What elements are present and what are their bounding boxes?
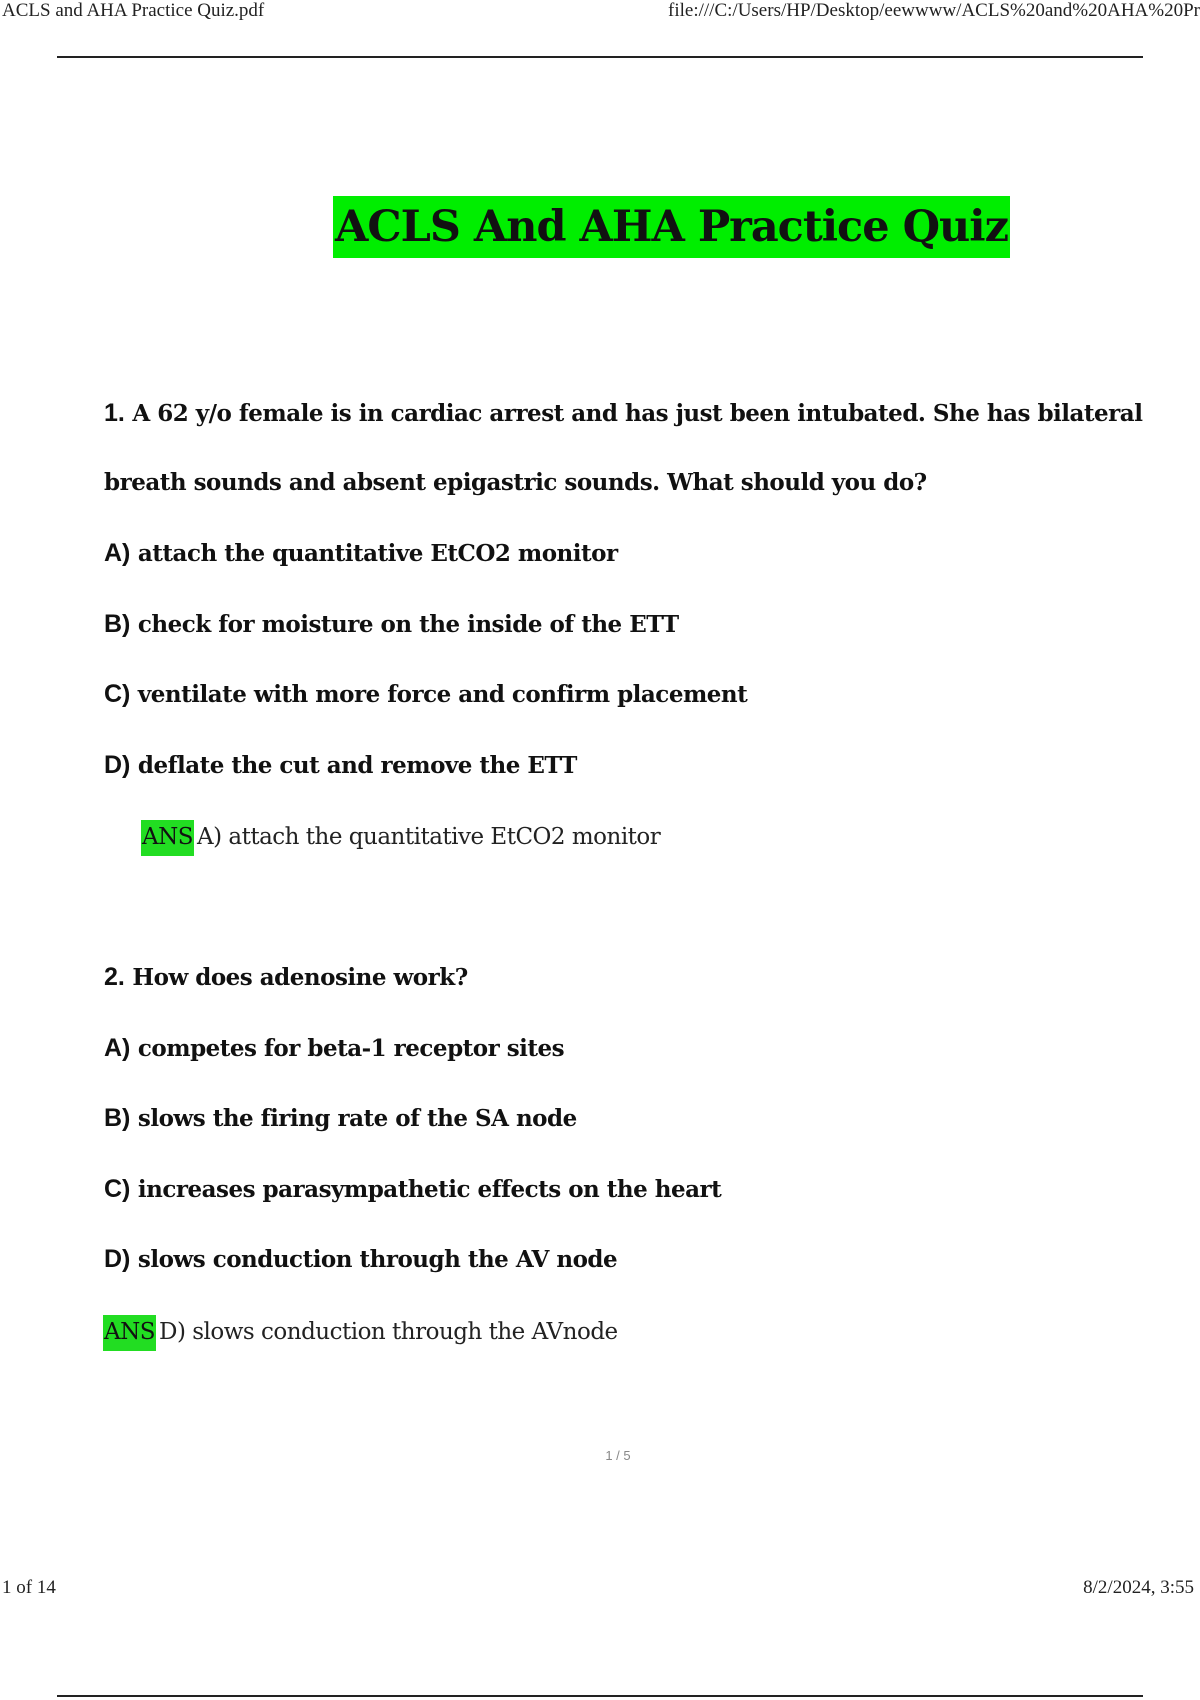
print-footer-datetime: 8/2/2024, 3:55 [1083,1577,1194,1598]
footer-divider [57,1695,1143,1697]
page-indicator: 1 / 5 [605,1448,631,1463]
option-text: competes for beta-1 receptor sites [137,1035,565,1062]
option-text: slows the firing rate of the SA node [137,1105,577,1132]
question-2-answer [103,1315,618,1351]
question-2-option-a [104,1033,564,1064]
question-2-option-d [104,1244,617,1275]
answer-badge: ANS [141,820,194,856]
option-letter: D) [104,1245,131,1273]
question-1-option-d [104,750,577,781]
option-letter: A) [104,1034,131,1062]
question-1-text-line-2: breath sounds and absent epigastric sounds. What should you do? [104,469,927,496]
answer-text: A) attach the quantitative EtCO2 monitor [197,824,661,850]
question-1-text-line-1: A 62 y/o female is in cardiac arrest and has just been intubated. She has bilateral [132,400,1143,427]
print-header-doc-title: ACLS and AHA Practice Quiz.pdf [2,0,265,21]
option-letter: A) [104,539,131,567]
option-letter: C) [104,1175,131,1203]
option-text: slows conduction through the AV node [137,1246,618,1273]
question-2-option-b [104,1103,577,1134]
answer-badge: ANS [103,1315,156,1351]
question-1-option-c [104,679,747,710]
question-1-option-a [104,538,618,569]
document-title: ACLS And AHA Practice Quiz [333,196,1010,258]
question-1-number: 1. [104,399,125,427]
option-letter: B) [104,610,131,638]
question-2-number: 2. [104,963,125,991]
header-divider [57,56,1143,58]
print-header-file-url: file:///C:/Users/HP/Desktop/eewwww/ACLS%20and%20AHA%20Pr [668,0,1200,21]
option-text: check for moisture on the inside of the ETT [137,611,679,638]
print-footer-page-count: 1 of 14 [2,1577,56,1598]
question-2-line-1 [104,962,468,993]
question-1-line-1 [104,398,1142,429]
question-2-text-line-1: How does adenosine work? [132,964,468,991]
question-1-answer [141,820,660,856]
option-letter: B) [104,1104,131,1132]
option-text: ventilate with more force and confirm placement [137,681,748,708]
option-text: deflate the cut and remove the ETT [137,752,577,779]
answer-text: D) slows conduction through the AVnode [159,1319,618,1345]
option-letter: C) [104,680,131,708]
question-1-option-b [104,609,679,640]
option-text: attach the quantitative EtCO2 monitor [137,540,618,567]
option-text: increases parasympathetic effects on the heart [137,1176,722,1203]
option-letter: D) [104,751,131,779]
question-2-option-c [104,1174,721,1205]
